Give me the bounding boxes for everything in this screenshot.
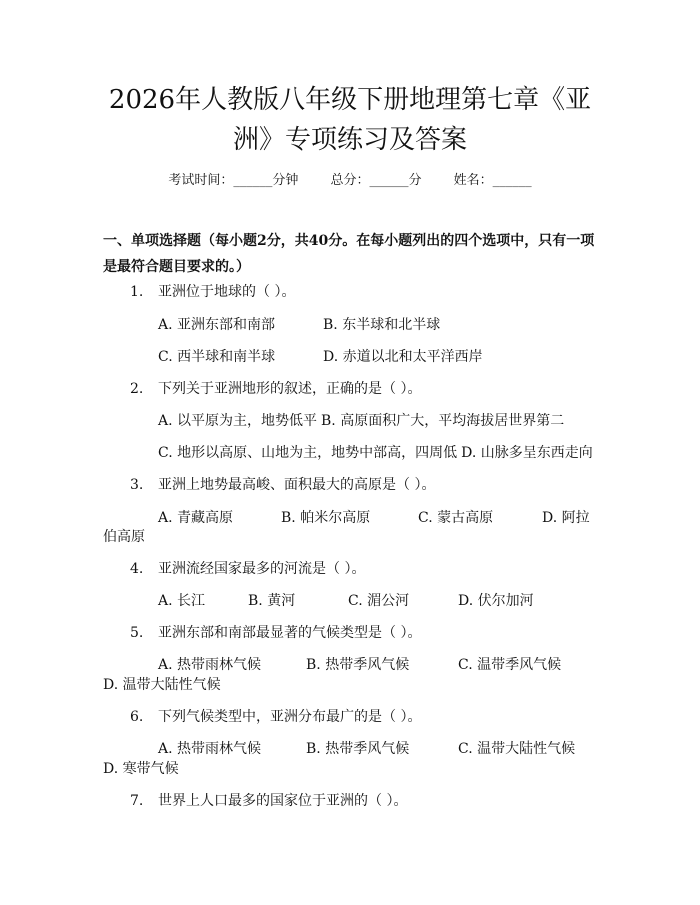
question-3 xyxy=(130,474,435,494)
document-title xyxy=(80,80,620,160)
question-7 xyxy=(130,790,407,810)
question-5-options xyxy=(158,654,561,674)
option-b: B. 高原面积广大，平均海拔居世界第二 xyxy=(321,413,565,429)
option-a: A. 以平原为主，地势低平 xyxy=(158,413,318,429)
question-text: 亚洲东部和南部最显著的气候类型是（ ）。 xyxy=(158,625,422,641)
question-4 xyxy=(130,558,365,578)
question-3-options xyxy=(158,507,590,527)
option-b: B. 黄河 xyxy=(248,593,296,609)
question-5 xyxy=(130,622,421,642)
question-number: 1. xyxy=(130,284,144,300)
option-c: C. 湄公河 xyxy=(348,593,410,609)
exam-time: 考试时间：______分钟 xyxy=(168,173,299,188)
question-1 xyxy=(130,281,295,301)
option-c: C. 地形以高原、山地为主，地势中部高，四周低 xyxy=(158,445,458,461)
question-number: 6. xyxy=(130,709,144,725)
option-c: C. 西半球和南半球 xyxy=(158,349,276,365)
option-a: A. 热带雨林气候 xyxy=(158,657,262,673)
question-text: 下列气候类型中，亚洲分布最广的是（ ）。 xyxy=(158,709,422,725)
option-d-wrap: 伯高原 xyxy=(103,529,145,545)
section-heading: 一、单项选择题（每小题2分，共40分。在每小题列出的四个选项中，只有一项是最符合题目要求的。） xyxy=(103,233,595,275)
title-line-1: 2026年人教版八年级下册地理第七章《亚 xyxy=(108,85,592,115)
option-c: C. 温带季风气候 xyxy=(458,657,562,673)
option-d: D. 温带大陆性气候 xyxy=(103,677,221,693)
option-d: D. 寒带气候 xyxy=(103,761,179,777)
question-text: 下列关于亚洲地形的叙述，正确的是（ ）。 xyxy=(158,381,422,397)
question-text: 世界上人口最多的国家位于亚洲的（ ）。 xyxy=(158,793,408,809)
option-b: B. 东半球和北半球 xyxy=(323,317,441,333)
question-2 xyxy=(130,378,421,398)
question-6-options xyxy=(158,738,575,758)
option-d: D. 阿拉 xyxy=(542,510,590,526)
question-number: 2. xyxy=(130,381,144,397)
question-number: 4. xyxy=(130,561,144,577)
question-6 xyxy=(130,706,421,726)
question-1-options-row1 xyxy=(158,314,440,334)
option-a: A. 热带雨林气候 xyxy=(158,741,262,757)
option-a: A. 长江 xyxy=(158,593,206,609)
option-b: B. 帕米尔高原 xyxy=(281,510,371,526)
exam-meta xyxy=(0,169,700,188)
option-c: C. 蒙古高原 xyxy=(418,510,494,526)
question-text: 亚洲上地势最高峻、面积最大的高原是（ ）。 xyxy=(158,477,436,493)
question-number: 5. xyxy=(130,625,144,641)
exam-score: 总分：______分 xyxy=(330,173,422,188)
option-d: D. 赤道以北和太平洋西岸 xyxy=(323,349,483,365)
exam-name: 姓名：______ xyxy=(453,173,532,188)
option-d: D. 山脉多呈东西走向 xyxy=(461,445,593,461)
option-b: B. 热带季风气候 xyxy=(306,741,410,757)
title-line-2: 洲》专项练习及答案 xyxy=(232,125,467,155)
question-text: 亚洲流经国家最多的河流是（ ）。 xyxy=(158,561,366,577)
question-2-options-row2 xyxy=(158,442,593,462)
question-number: 3. xyxy=(130,477,144,493)
option-a: A. 青藏高原 xyxy=(158,510,234,526)
option-c: C. 温带大陆性气候 xyxy=(458,741,576,757)
option-d: D. 伏尔加河 xyxy=(458,593,534,609)
question-1-options-row2 xyxy=(158,346,483,366)
option-a: A. 亚洲东部和南部 xyxy=(158,317,276,333)
question-2-options-row1 xyxy=(158,410,564,430)
question-number: 7. xyxy=(130,793,144,809)
question-text: 亚洲位于地球的（ ）。 xyxy=(158,284,296,300)
option-b: B. 热带季风气候 xyxy=(306,657,410,673)
question-4-options xyxy=(158,590,534,610)
